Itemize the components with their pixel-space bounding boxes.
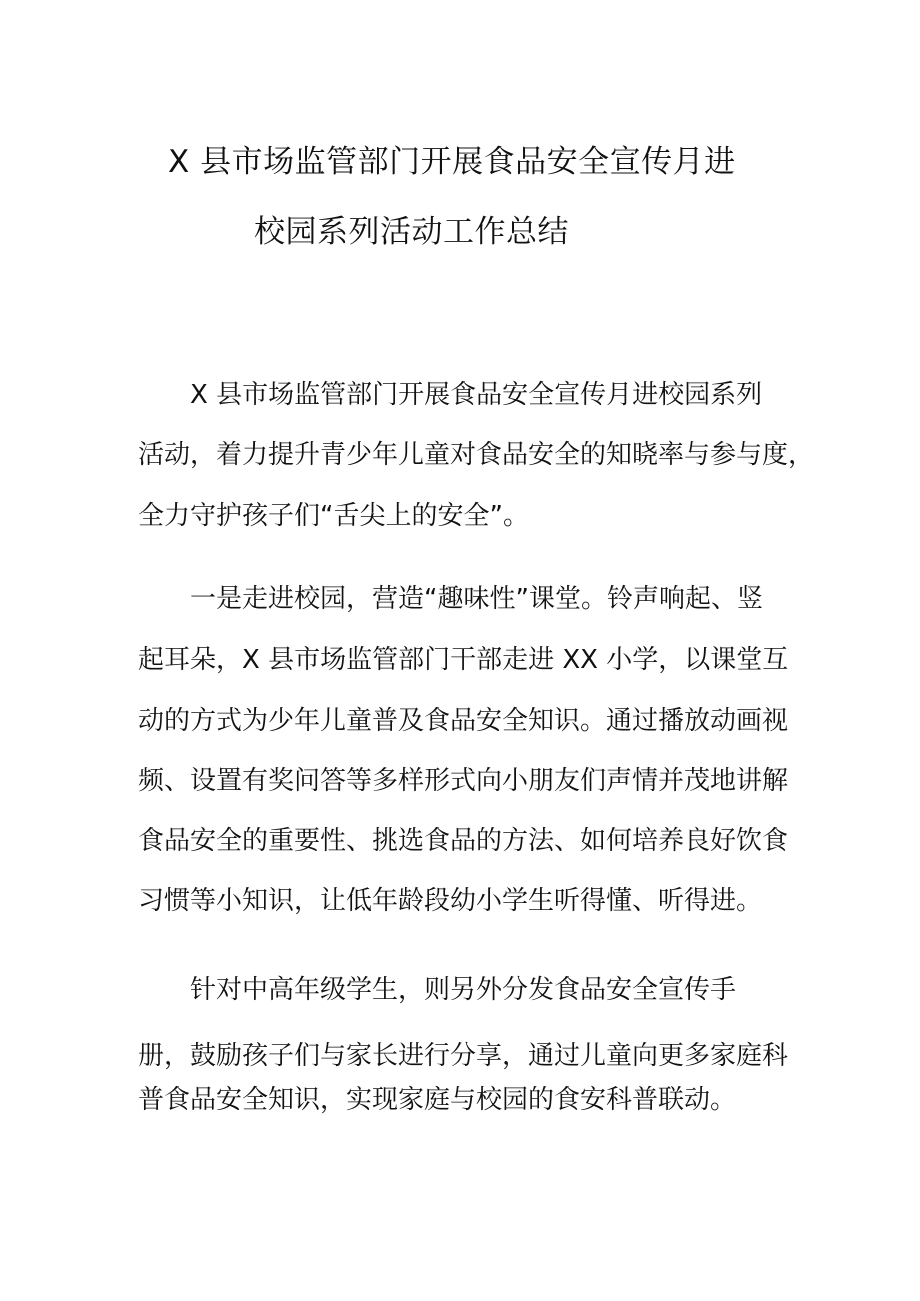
document-title-line-1: X 县市场监管部门开展食品安全宣传月进 bbox=[168, 144, 736, 180]
paragraph-2-line-5: 食品安全的重要性、挑选食品的方法、如何培养良好饮食 bbox=[138, 826, 789, 856]
paragraph-3-line-1: 针对中高年级学生，则另外分发食品安全宣传手 bbox=[190, 975, 737, 1005]
paragraph-2-line-4: 频、设置有奖问答等多样形式向小朋友们声情并茂地讲解 bbox=[138, 766, 789, 796]
paragraph-1-line-2: 活动，着力提升青少年儿童对食品安全的知晓率与参与度， bbox=[138, 440, 815, 470]
paragraph-2-line-6: 习惯等小知识，让低年龄段幼小学生听得懂、听得进。 bbox=[138, 886, 763, 916]
paragraph-2-line-1: 一是走进校园，营造“趣味性”课堂。铃声响起、竖 bbox=[190, 584, 763, 614]
paragraph-3-line-3: 普食品安全知识，实现家庭与校园的食安科普联动。 bbox=[138, 1085, 737, 1115]
paragraph-3-line-2: 册，鼓励孩子们与家长进行分享，通过儿童向更多家庭科 bbox=[138, 1041, 789, 1071]
paragraph-1-line-3: 全力守护孩子们“舌尖上的安全”。 bbox=[138, 501, 529, 531]
paragraph-2-line-3: 动的方式为少年儿童普及食品安全知识。通过播放动画视 bbox=[138, 706, 789, 736]
document-title-line-2: 校园系列活动工作总结 bbox=[254, 214, 569, 250]
paragraph-1-line-1: X 县市场监管部门开展食品安全宣传月进校园系列 bbox=[190, 380, 763, 410]
paragraph-2-line-2: 起耳朵，X 县市场监管部门干部走进 XX 小学，以课堂互 bbox=[138, 645, 789, 675]
